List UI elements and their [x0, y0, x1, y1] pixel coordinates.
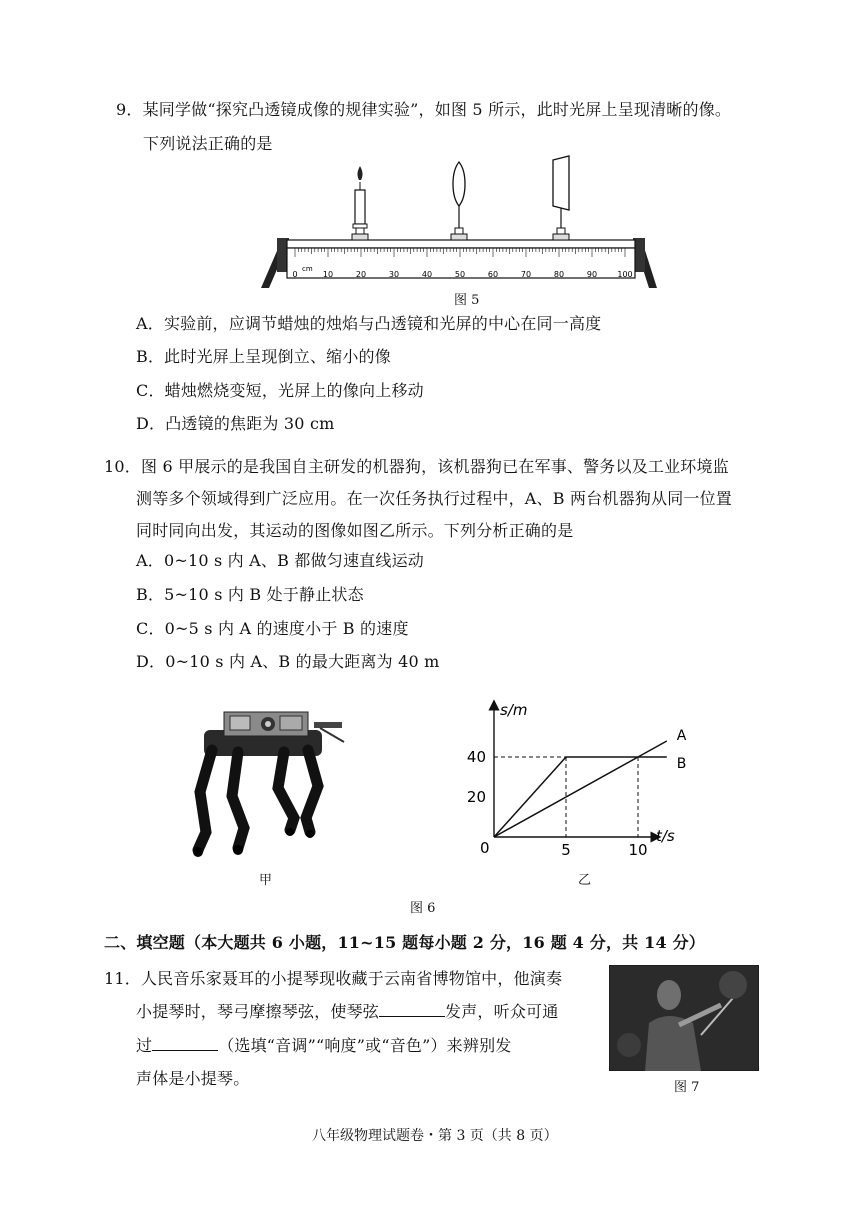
screen-board [553, 156, 569, 210]
x-tick-label: 10 [628, 841, 648, 859]
q11-line3-text-a: 过 [136, 1036, 153, 1055]
q11-line1: 11．人民音乐家聂耳的小提琴现收藏于云南省博物馆中，他演奏 [104, 969, 563, 988]
q11-line3-text-b: （选填“音调”“响度”或“音色”）来辨别发 [218, 1036, 512, 1055]
series-label-b: B [676, 756, 687, 772]
robot-dog-drawing [193, 712, 344, 857]
q11-line2 [136, 1001, 558, 1023]
q10-stem-line3: 同时同向出发，其运动的图像如图乙所示。下列分析正确的是 [136, 521, 574, 540]
scale-tick-label: 70 [520, 270, 532, 279]
optical-bench-figure [255, 152, 665, 292]
y-axis-label: s/m [500, 701, 528, 719]
fig7-caption: 图 7 [674, 1080, 700, 1095]
scale-tick-label: 30 [388, 270, 400, 279]
q11-line2-text-a: 小提琴时，琴弓摩擦琴弦，使琴弦 [136, 1002, 380, 1021]
q9-stem-line2: 下列说法正确的是 [143, 134, 273, 153]
q10-option-a: A．0~10 s 内 A、B 都做匀速直线运动 [136, 551, 424, 570]
q10-stem-line1: 10．图 6 甲展示的是我国自主研发的机器狗，该机器狗已在军事、警务以及工业环境监 [104, 457, 729, 476]
chart-series-group [494, 728, 687, 837]
q11-line2-text-b: 发声，听众可通 [445, 1002, 559, 1021]
candle-flame [357, 166, 362, 180]
q9-option-a: A．实验前，应调节蜡烛的烛焰与凸透镜和光屏的中心在同一高度 [136, 314, 602, 333]
scale-unit-label: cm [302, 265, 313, 273]
scale-tick-label: 0 [292, 270, 298, 279]
origin-label: 0 [480, 839, 490, 857]
fig6-label-jia: 甲 [259, 873, 273, 888]
s-t-chart [460, 695, 690, 865]
q11-line3 [136, 1035, 511, 1057]
section2-heading: 二、填空题（本大题共 6 小题，11~15 题每小题 2 分，16 题 4 分，共 14 分） [104, 933, 705, 952]
convex-lens [451, 162, 467, 240]
q11-blank-2[interactable] [152, 1036, 218, 1051]
robot-dog-image [180, 700, 350, 870]
bench-rail-top [287, 240, 635, 248]
q9-stem-line1: 9．某同学做“探究凸透镜成像的规律实验”，如图 5 所示，此时光屏上呈现清晰的像。 [116, 100, 732, 119]
scale-tick-label: 50 [454, 270, 466, 279]
page-footer: 八年级物理试题卷・第 3 页（共 8 页） [312, 1128, 558, 1144]
scale-tick-label: 90 [586, 270, 598, 279]
violinist-photo [609, 965, 759, 1071]
q9-option-b: B．此时光屏上呈现倒立、缩小的像 [136, 347, 391, 366]
y-tick-label: 40 [466, 748, 486, 766]
fig6-label-yi: 乙 [578, 873, 592, 888]
y-tick-label: 20 [466, 788, 486, 806]
fig5-caption: 图 5 [454, 293, 480, 308]
q9-option-c: C．蜡烛燃烧变短，光屏上的像向上移动 [136, 381, 424, 400]
x-tick-label: 5 [561, 841, 571, 859]
q11-line4: 声体是小提琴。 [136, 1069, 250, 1088]
series-line-a [494, 741, 667, 837]
scale-tick-label: 10 [322, 270, 334, 279]
series-line-b [494, 757, 667, 837]
candle [352, 166, 368, 240]
q10-option-b: B．5~10 s 内 B 处于静止状态 [136, 585, 364, 604]
q10-option-c: C．0~5 s 内 A 的速度小于 B 的速度 [136, 619, 409, 638]
q9-option-d: D．凸透镜的焦距为 30 cm [136, 414, 335, 433]
x-axis-label: t/s [656, 827, 675, 845]
scale-tick-label: 60 [487, 270, 499, 279]
light-screen [553, 156, 569, 240]
scale-tick-label: 100 [617, 270, 633, 279]
q10-stem-line2: 测等多个领域得到广泛应用。在一次任务执行过程中，A、B 两台机器狗从同一位置 [136, 489, 732, 508]
scale-tick-label: 20 [355, 270, 367, 279]
q10-option-d: D．0~10 s 内 A、B 的最大距离为 40 m [136, 652, 440, 671]
scale-tick-label: 40 [421, 270, 433, 279]
lens-shape [453, 162, 465, 206]
q11-blank-1[interactable] [379, 1002, 445, 1017]
fig6-caption: 图 6 [410, 901, 436, 916]
candle-body [355, 190, 365, 224]
scale-tick-label: 80 [553, 270, 565, 279]
series-label-a: A [676, 728, 687, 744]
